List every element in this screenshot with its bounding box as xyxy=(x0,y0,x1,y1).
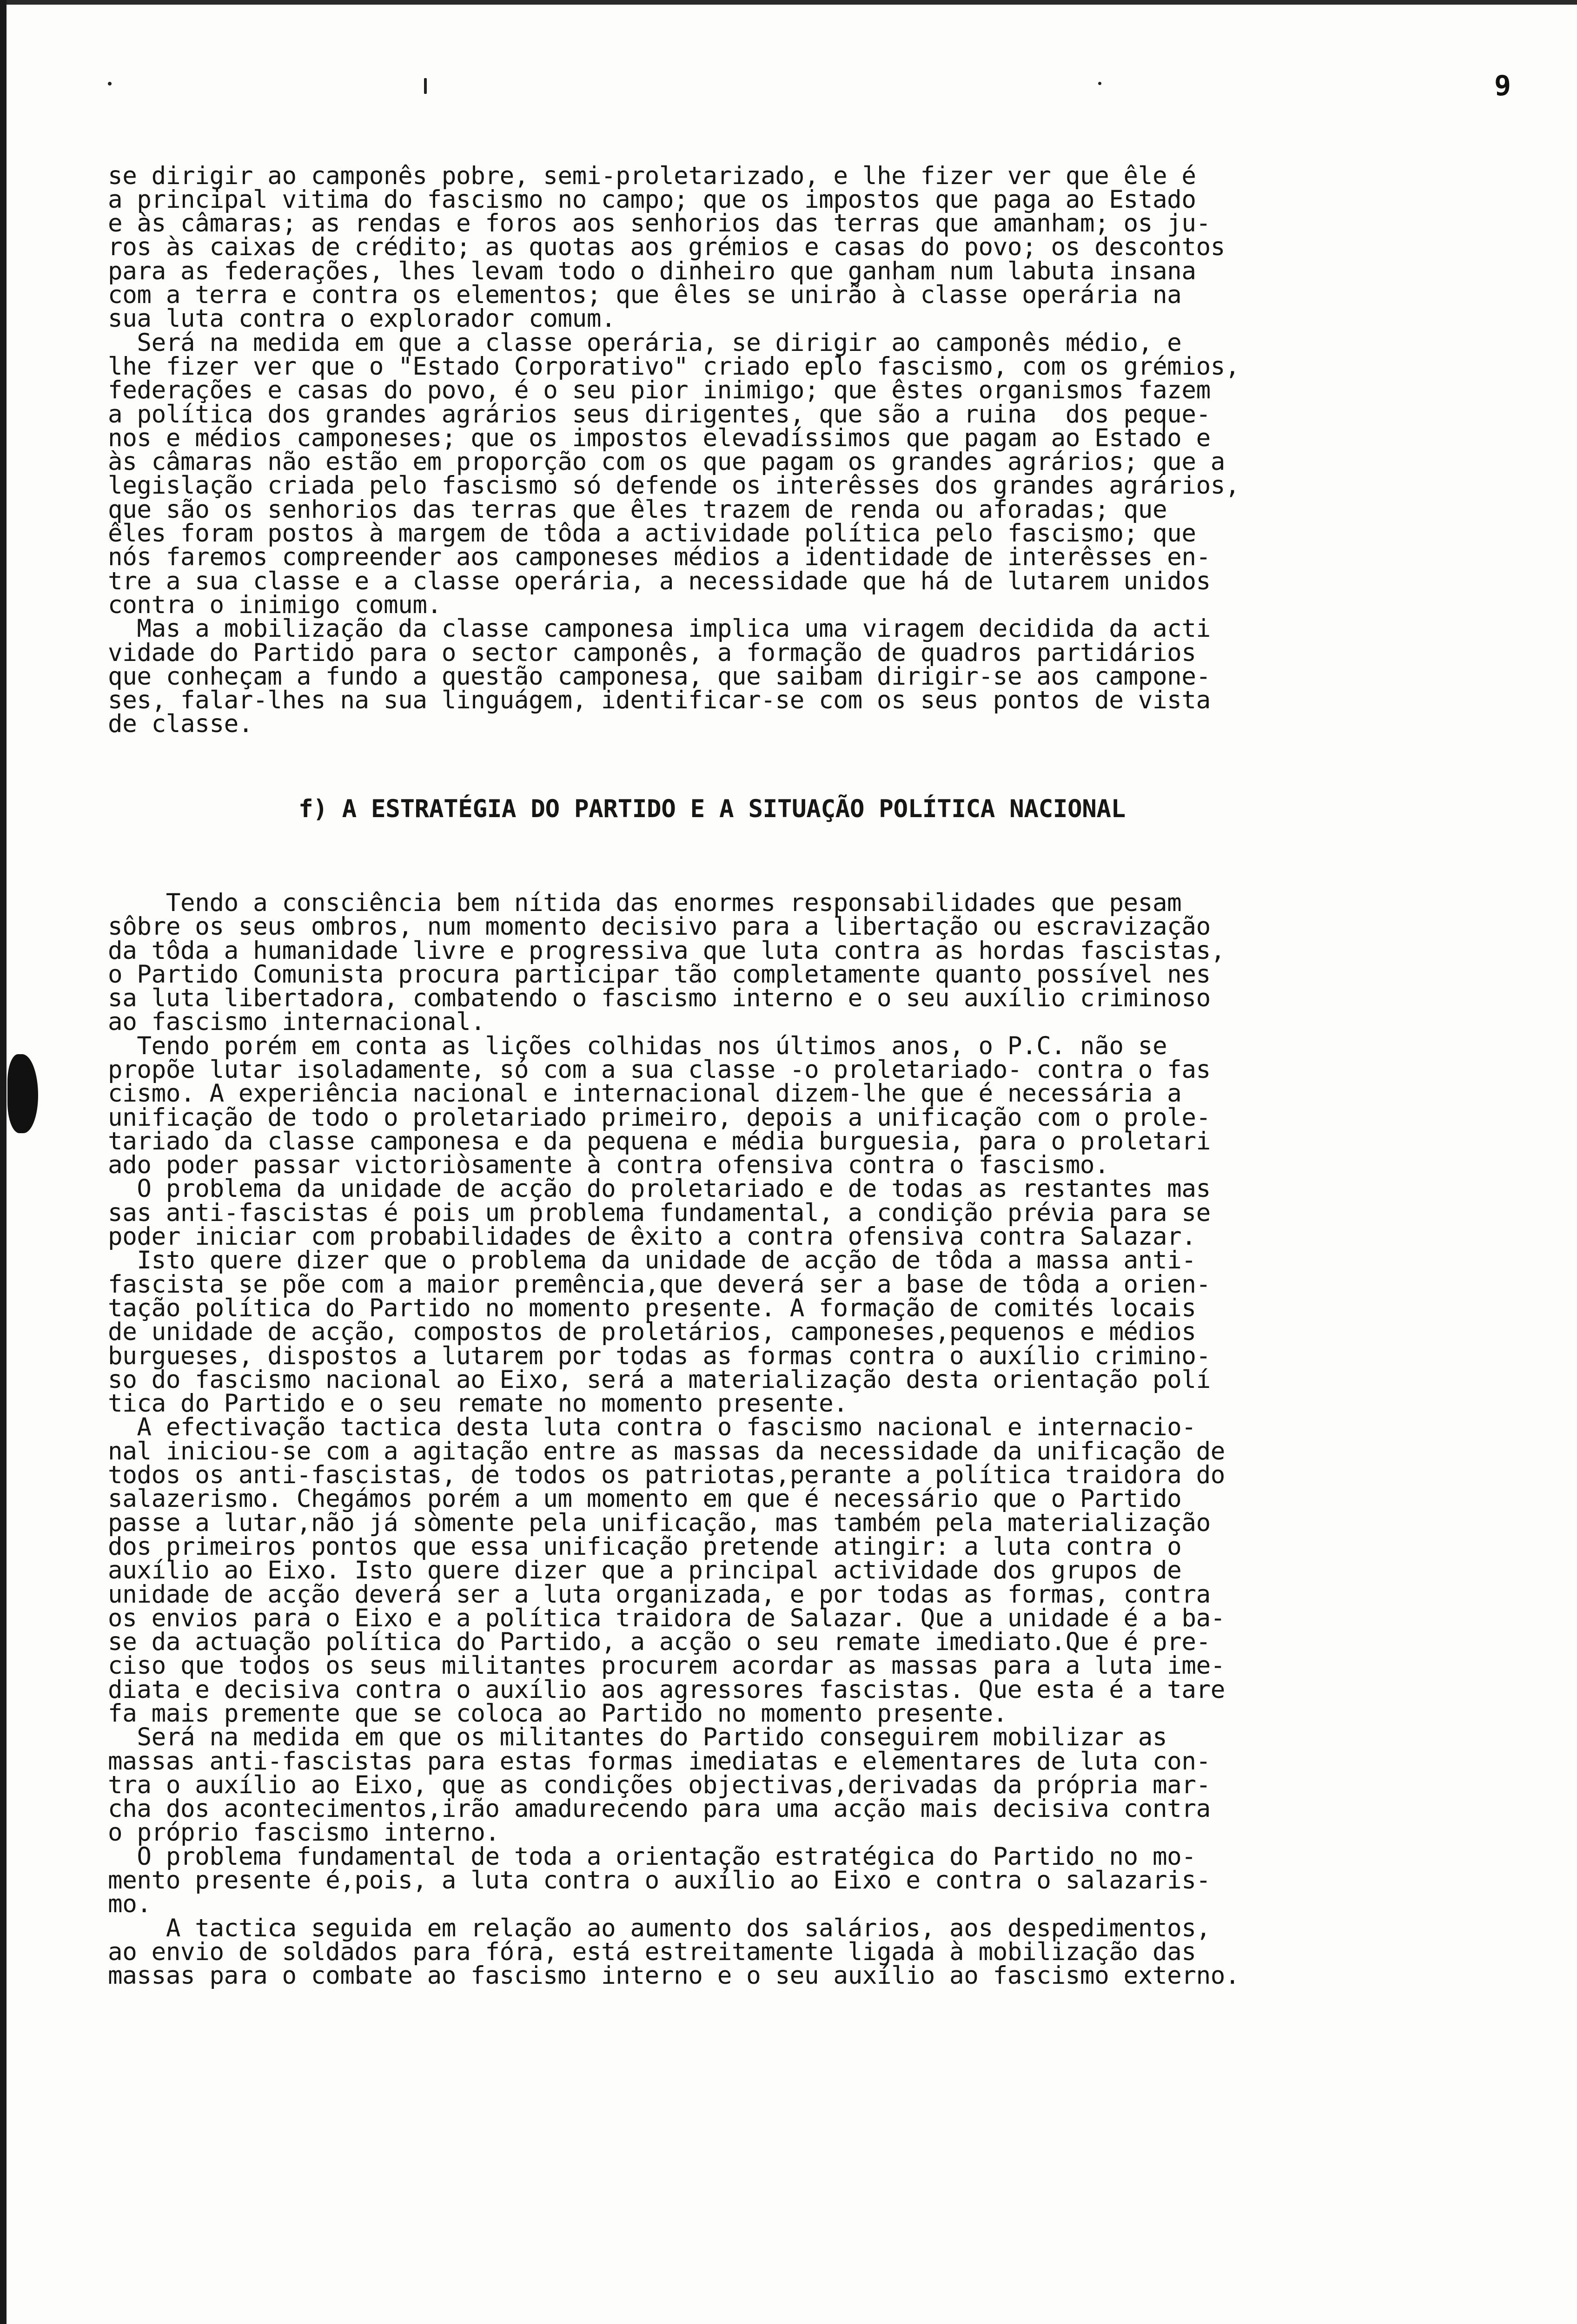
text-line: ao envio de soldados para fóra, está estreitamente ligada à mobilização das xyxy=(108,1937,1196,1966)
scan-left-edge xyxy=(0,0,7,2324)
text-line: Mas a mobilização da classe camponesa implica uma viragem decidida da acti xyxy=(108,614,1211,643)
text-line: com a terra e contra os elementos; que êles se unirão à classe operária na xyxy=(108,281,1182,310)
text-line: tariado da classe camponesa e da pequena e média burguesia, para o proletari xyxy=(108,1127,1211,1155)
text-line: unidade de acção deverá ser a luta organizada, e por todas as formas, contra xyxy=(108,1580,1211,1609)
text-line: se dirigir ao camponês pobre, semi-proletarizado, e lhe fizer ver que êle é xyxy=(108,161,1196,190)
scan-speck xyxy=(424,78,427,94)
body-text-before-heading xyxy=(108,161,1558,739)
text-line: tre a sua classe e a classe operária, a necessidade que há de lutarem unidos xyxy=(108,567,1211,595)
paragraph xyxy=(108,1413,1558,1728)
text-line: cha dos acontecimentos,irão amadurecendo para uma acção mais decisiva contra xyxy=(108,1795,1211,1823)
scan-top-edge xyxy=(0,0,1577,5)
text-line: salazerismo. Chegámos porém a um momento em que é necessário que o Partido xyxy=(108,1485,1182,1513)
text-line: sas anti-fascistas é pois um problema fundamental, a condição prévia para se xyxy=(108,1198,1211,1227)
text-line: passe a lutar,não já sòmente pela unificação, mas também pela materialização xyxy=(108,1508,1211,1537)
section-heading: f) A ESTRATÉGIA DO PARTIDO E A SITUAÇÃO POLÍTICA NACIONAL xyxy=(298,795,1126,824)
text-line: auxílio ao Eixo. Isto quere dizer que a principal actividade dos grupos de xyxy=(108,1556,1182,1585)
text-line: mo. xyxy=(108,1890,152,1919)
text-line: a política dos grandes agrários seus dirigentes, que são a ruina dos peque- xyxy=(108,400,1211,429)
text-line: A efectivação tactica desta luta contra o fascismo nacional e internacio- xyxy=(108,1413,1196,1442)
paragraph xyxy=(108,1842,1558,1919)
body-text-after-heading xyxy=(108,888,1558,1990)
text-line: dos primeiros pontos que essa unificação pretende atingir: a luta contra o xyxy=(108,1532,1182,1561)
text-line: ses, falar-lhes na sua linguágem, identificar-se com os seus pontos de vista xyxy=(108,686,1211,715)
text-line: vidade do Partido para o sector camponês, a formação de quadros partidários xyxy=(108,638,1196,667)
text-line: se da actuação política do Partido, a acção o seu remate imediato.Que é pre- xyxy=(108,1628,1211,1657)
text-line: legislação criada pelo fascismo só defende os interêsses dos grandes agrários, xyxy=(108,471,1240,500)
text-line: A tactica seguida em relação ao aumento dos salários, aos despedimentos, xyxy=(108,1914,1211,1942)
paragraph xyxy=(108,614,1558,739)
text-line: às câmaras não estão em proporção com os que pagam os grandes agrários; que a xyxy=(108,448,1225,476)
text-line: que conheçam a fundo a questão camponesa, que saibam dirigir-se aos campone- xyxy=(108,662,1211,691)
scan-speck xyxy=(108,82,112,86)
text-line: os envios para o Eixo e a política traidora de Salazar. Que a unidade é a ba- xyxy=(108,1604,1225,1632)
text-line: sa luta libertadora, combatendo o fascismo interno e o seu auxílio criminoso xyxy=(108,984,1211,1013)
text-line: tra o auxílio ao Eixo, que as condições objectivas,derivadas da própria mar- xyxy=(108,1770,1211,1799)
text-line: nos e médios camponeses; que os impostos elevadíssimos que pagam ao Estado e xyxy=(108,423,1211,452)
text-line: tação política do Partido no momento presente. A formação de comités locais xyxy=(108,1294,1196,1322)
text-line: fa mais premente que se coloca ao Partido no momento presente. xyxy=(108,1699,1007,1728)
text-line: a principal vitima do fascismo no campo; que os impostos que paga ao Estado xyxy=(108,185,1196,214)
text-line: sua luta contra o explorador comum. xyxy=(108,304,616,333)
text-line: massas anti-fascistas para estas formas imediatas e elementares de luta con- xyxy=(108,1747,1211,1776)
paragraph xyxy=(108,1175,1558,1251)
paragraph xyxy=(108,161,1558,333)
text-line: cismo. A experiência nacional e internacional dizem-lhe que é necessária a xyxy=(108,1079,1182,1108)
paragraph xyxy=(108,1031,1558,1180)
paragraph xyxy=(108,1916,1558,1988)
text-line: tica do Partido e o seu remate no momento presente. xyxy=(108,1389,848,1418)
text-line: mento presente é,pois, a luta contra o auxílio ao Eixo e contra o salazaris- xyxy=(108,1866,1211,1895)
paragraph xyxy=(108,1246,1558,1418)
ink-blot-mark xyxy=(7,1054,38,1133)
text-line: lhe fizer ver que o "Estado Corporativo" criado eplo fascismo, com os grémios, xyxy=(108,352,1240,381)
text-line: de classe. xyxy=(108,710,253,739)
text-line: da tôda a humanidade livre e progressiva que luta contra as hordas fascistas, xyxy=(108,936,1225,965)
text-line: ciso que todos os seus militantes procurem acordar as massas para a luta ime- xyxy=(108,1651,1225,1680)
text-line: diata e decisiva contra o auxílio aos agressores fascistas. Que esta é a tare xyxy=(108,1675,1225,1704)
text-line: ado poder passar victoriòsamente à contra ofensiva contra o fascismo. xyxy=(108,1151,1109,1180)
text-line: nós faremos compreender aos camponeses médios a identidade de interêsses en- xyxy=(108,543,1211,572)
text-line: ros às caixas de crédito; as quotas aos grémios e casas do povo; os descontos xyxy=(108,233,1225,262)
text-line: fascista se põe com a maior premência,que deverá ser a base de tôda a orien- xyxy=(108,1270,1211,1299)
text-line: massas para o combate ao fascismo interno e o seu auxílio ao fascismo externo. xyxy=(108,1961,1240,1990)
document-body xyxy=(108,116,1558,2035)
text-line: unificação de todo o proletariado primeiro, depois a unificação com o prole- xyxy=(108,1103,1211,1132)
text-line: Tendo a consciência bem nítida das enormes responsabilidades que pesam xyxy=(108,888,1182,917)
text-line: sôbre os seus ombros, num momento decisivo para a libertação ou escravização xyxy=(108,912,1211,941)
text-line: O problema fundamental de toda a orientação estratégica do Partido no mo- xyxy=(108,1842,1196,1871)
text-line: todos os anti-fascistas, de todos os patriotas,perante a política traidora do xyxy=(108,1461,1225,1490)
page-number: 9 xyxy=(1494,70,1511,102)
text-line: burgueses, dispostos a lutarem por todas as formas contra o auxílio crimino- xyxy=(108,1341,1211,1370)
text-line: O problema da unidade de acção do proletariado e de todas as restantes mas xyxy=(108,1175,1211,1203)
text-line: Será na medida em que a classe operária, se dirigir ao camponês médio, e xyxy=(108,328,1182,357)
text-line: que são os senhorios das terras que êles trazem de renda ou aforadas; que xyxy=(108,495,1167,524)
text-line: poder iniciar com probabilidades de êxito a contra ofensiva contra Salazar. xyxy=(108,1222,1196,1251)
text-line: o próprio fascismo interno. xyxy=(108,1818,500,1847)
text-line: o Partido Comunista procura participar tão completamente quanto possível nes xyxy=(108,960,1211,989)
text-line: para as federações, lhes levam todo o dinheiro que ganham num labuta insana xyxy=(108,257,1196,285)
text-line: nal iniciou-se com a agitação entre as massas da necessidade da unificação de xyxy=(108,1437,1225,1466)
text-line: e às câmaras; as rendas e foros aos senhorios das terras que amanham; os ju- xyxy=(108,209,1211,238)
text-line: Será na medida em que os militantes do Partido conseguirem mobilizar as xyxy=(108,1723,1167,1752)
text-line: ao fascismo internacional. xyxy=(108,1008,485,1037)
text-line: Isto quere dizer que o problema da unidade de acção de tôda a massa anti- xyxy=(108,1246,1196,1275)
scan-speck xyxy=(1098,82,1101,85)
text-line: so do fascismo nacional ao Eixo, será a materialização desta orientação polí xyxy=(108,1365,1211,1394)
text-line: êles foram postos à margem de tôda a actividade política pelo fascismo; que xyxy=(108,519,1196,548)
text-line: de unidade de acção, compostos de proletários, camponeses,pequenos e médios xyxy=(108,1318,1196,1347)
text-line: propõe lutar isoladamente, só com a sua classe -o proletariado- contra o fas xyxy=(108,1055,1211,1084)
text-line: contra o inimigo comum. xyxy=(108,590,442,619)
paragraph xyxy=(108,1723,1558,1847)
paragraph xyxy=(108,888,1558,1037)
text-line: Tendo porém em conta as lições colhidas nos últimos anos, o P.C. não se xyxy=(108,1031,1167,1060)
paragraph xyxy=(108,328,1558,619)
text-line: federações e casas do povo, é o seu pior inimigo; que êstes organismos fazem xyxy=(108,376,1211,405)
